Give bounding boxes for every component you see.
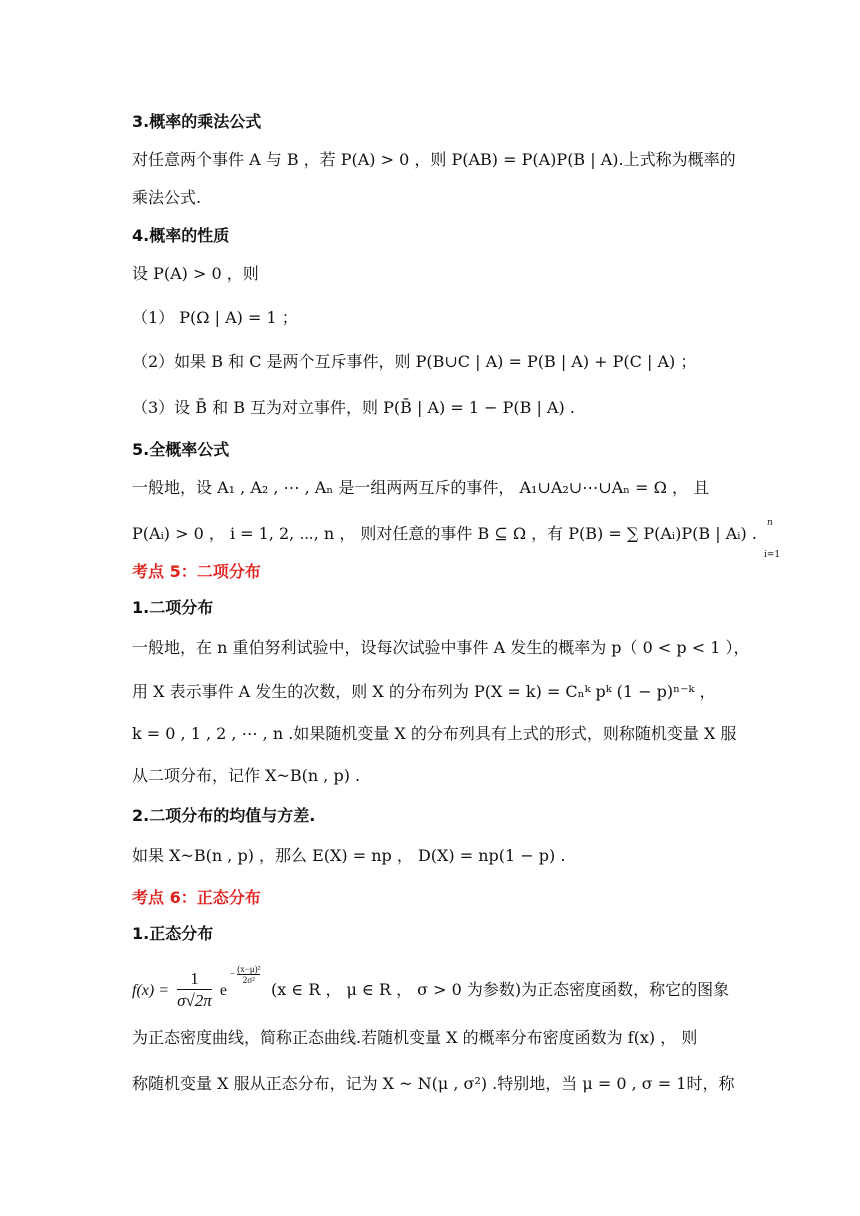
paragraph: 用 X 表示事件 A 发生的次数，则 X 的分布列为 P(X = k) = Cₙᵏ pᵏ (1 − p)ⁿ⁻ᵏ ，	[132, 682, 716, 701]
summation-limits	[764, 517, 781, 560]
exponent-denominator: 2σ²	[242, 975, 255, 985]
exponential	[219, 964, 261, 999]
section-4-title: 4.概率的性质	[132, 226, 230, 245]
formula-fraction	[177, 969, 212, 1012]
exponent	[230, 964, 260, 985]
list-item: （1） P(Ω | A) = 1 ；	[132, 308, 298, 327]
paragraph: 一般地，在 n 重伯努利试验中，设每次试验中事件 A 发生的概率为 p（ 0 < p < 1 ），	[132, 638, 750, 657]
formula-lhs: f(x) =	[132, 982, 169, 999]
subsection-title: 1.二项分布	[132, 598, 214, 617]
exponent-fraction	[237, 964, 260, 985]
paragraph-text: P(Aᵢ) > 0 ， i = 1, 2, ⋯, n ， 则对任意的事件 B ⊆ Ω ，有 P(B) = ∑ P(Aᵢ)P(B | Aᵢ) .	[132, 524, 757, 543]
paragraph	[132, 517, 781, 560]
sum-upper-limit: n	[767, 517, 773, 528]
subsection-title: 2.二项分布的均值与方差.	[132, 806, 316, 825]
formula-tail: (x ∈ R ， μ ∈ R ， σ > 0 为参数)为正态密度函数，称它的图象	[271, 980, 730, 999]
section-5-title: 5.全概率公式	[132, 440, 230, 459]
paragraph: 为正态密度曲线，简称正态曲线.若随机变量 X 的概率分布密度函数为 f(x) ， 则	[132, 1028, 698, 1047]
normal-density-formula	[132, 960, 740, 1020]
paragraph: k = 0 , 1 , 2 , ⋯ , n .如果随机变量 X 的分布列具有上式的形式，则称随机变量 X 服	[132, 724, 737, 743]
topic-6-title: 考点 6：正态分布	[132, 888, 261, 907]
list-item: （3）设 B̄ 和 B 互为对立事件，则 P(B̄ | A) = 1 − P(B | A) .	[132, 398, 575, 417]
fraction-denominator: σ√2π	[177, 991, 212, 1010]
paragraph: 设 P(A) > 0 ，则	[132, 264, 259, 283]
list-item: （2）如果 B 和 C 是两个互斥事件，则 P(B∪C | A) = P(B | A) + P(C | A) ；	[132, 352, 697, 371]
paragraph: 一般地，设 A₁ , A₂ , ⋯ , Aₙ 是一组两两互斥的事件， A₁∪A₂∪⋯∪Aₙ = Ω ， 且	[132, 478, 710, 497]
fraction-numerator: 1	[177, 969, 212, 990]
paragraph: 称随机变量 X 服从正态分布，记为 X ~ N(μ , σ²) .特别地，当 μ = 0 , σ = 1时，称	[132, 1074, 735, 1093]
exponent-numerator: (x−μ)²	[237, 964, 261, 974]
subsection-title: 1.正态分布	[132, 924, 214, 943]
paragraph: 乘法公式.	[132, 188, 202, 207]
section-3-title: 3.概率的乘法公式	[132, 112, 262, 131]
paragraph: 如果 X~B(n , p) ，那么 E(X) = np ， D(X) = np(1 − p) .	[132, 846, 566, 865]
paragraph: 从二项分布，记作 X~B(n , p) .	[132, 766, 361, 785]
paragraph: 对任意两个事件 A 与 B ，若 P(A) > 0 ，则 P(AB) = P(A)P(B | A).上式称为概率的	[132, 150, 736, 169]
sum-lower-limit: i=1	[764, 549, 781, 560]
topic-5-title: 考点 5：二项分布	[132, 562, 261, 581]
exp-base: e	[219, 982, 228, 999]
exponent-sign: −	[229, 968, 235, 979]
